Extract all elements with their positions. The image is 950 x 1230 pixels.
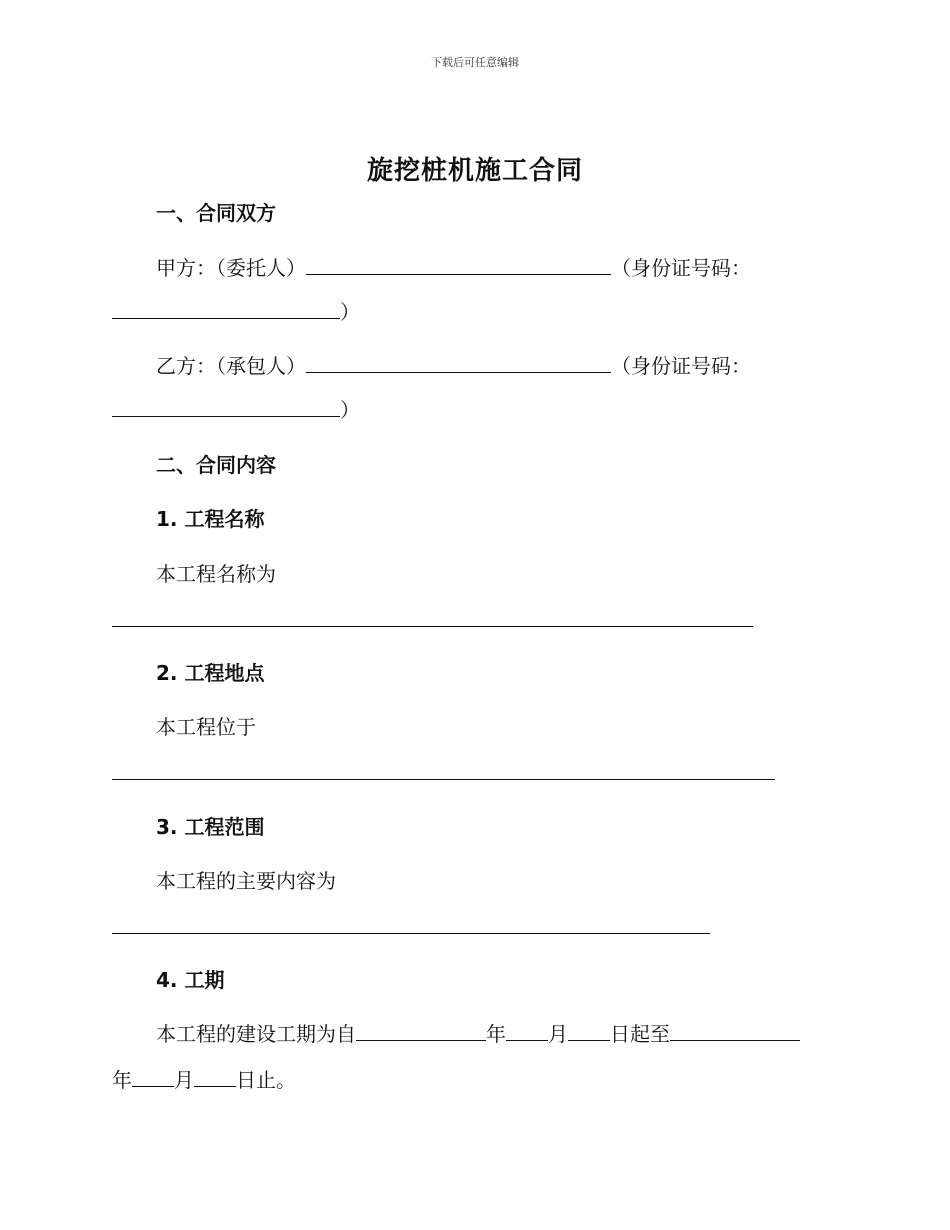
end-day-blank[interactable] bbox=[194, 1066, 236, 1087]
party-b-line bbox=[156, 352, 751, 380]
duration-line-2 bbox=[112, 1066, 296, 1094]
section-heading-content: 二、合同内容 bbox=[156, 453, 276, 477]
end-year-blank[interactable] bbox=[670, 1020, 800, 1041]
header-note: 下载后可任意编辑 bbox=[431, 56, 519, 69]
party-a-id-close: ） bbox=[340, 300, 360, 324]
section-heading-parties: 一、合同双方 bbox=[156, 201, 276, 225]
end-month-blank[interactable] bbox=[132, 1066, 174, 1087]
party-a-label: 甲方：（委托人） bbox=[156, 256, 306, 280]
duration-line-1 bbox=[156, 1020, 800, 1048]
end-month-label: 月 bbox=[174, 1068, 194, 1092]
party-a-id-label: （身份证号码： bbox=[611, 256, 751, 280]
start-year-blank[interactable] bbox=[356, 1020, 486, 1041]
project-scope-text: 本工程的主要内容为 bbox=[156, 869, 336, 893]
party-a-id-line bbox=[112, 298, 360, 326]
project-location-text: 本工程位于 bbox=[156, 715, 256, 739]
page-title: 旋挖桩机施工合同 bbox=[366, 156, 583, 186]
start-year-label: 年 bbox=[486, 1022, 506, 1046]
project-scope-blank[interactable] bbox=[112, 933, 710, 934]
start-month-blank[interactable] bbox=[506, 1020, 548, 1041]
end-day-label: 日止。 bbox=[236, 1068, 296, 1092]
party-b-id-blank[interactable] bbox=[112, 396, 340, 417]
party-b-label: 乙方：（承包人） bbox=[156, 354, 306, 378]
party-b-id-label: （身份证号码： bbox=[611, 354, 751, 378]
end-year-label: 年 bbox=[112, 1068, 132, 1092]
duration-prefix: 本工程的建设工期为自 bbox=[156, 1022, 356, 1046]
party-a-name-blank[interactable] bbox=[306, 254, 611, 275]
start-day-label: 日起至 bbox=[610, 1022, 670, 1046]
item-heading-project-scope: 3. 工程范围 bbox=[156, 815, 265, 839]
start-day-blank[interactable] bbox=[568, 1020, 610, 1041]
party-a-id-blank[interactable] bbox=[112, 298, 340, 319]
start-month-label: 月 bbox=[548, 1022, 568, 1046]
party-b-id-line bbox=[112, 396, 360, 424]
item-heading-duration: 4. 工期 bbox=[156, 968, 225, 992]
party-b-name-blank[interactable] bbox=[306, 352, 611, 373]
project-location-blank[interactable] bbox=[112, 779, 775, 780]
item-heading-project-location: 2. 工程地点 bbox=[156, 661, 265, 685]
item-heading-project-name: 1. 工程名称 bbox=[156, 507, 265, 531]
project-name-text: 本工程名称为 bbox=[156, 562, 276, 586]
party-b-id-close: ） bbox=[340, 398, 360, 422]
party-a-line bbox=[156, 254, 751, 282]
project-name-blank[interactable] bbox=[112, 626, 753, 627]
